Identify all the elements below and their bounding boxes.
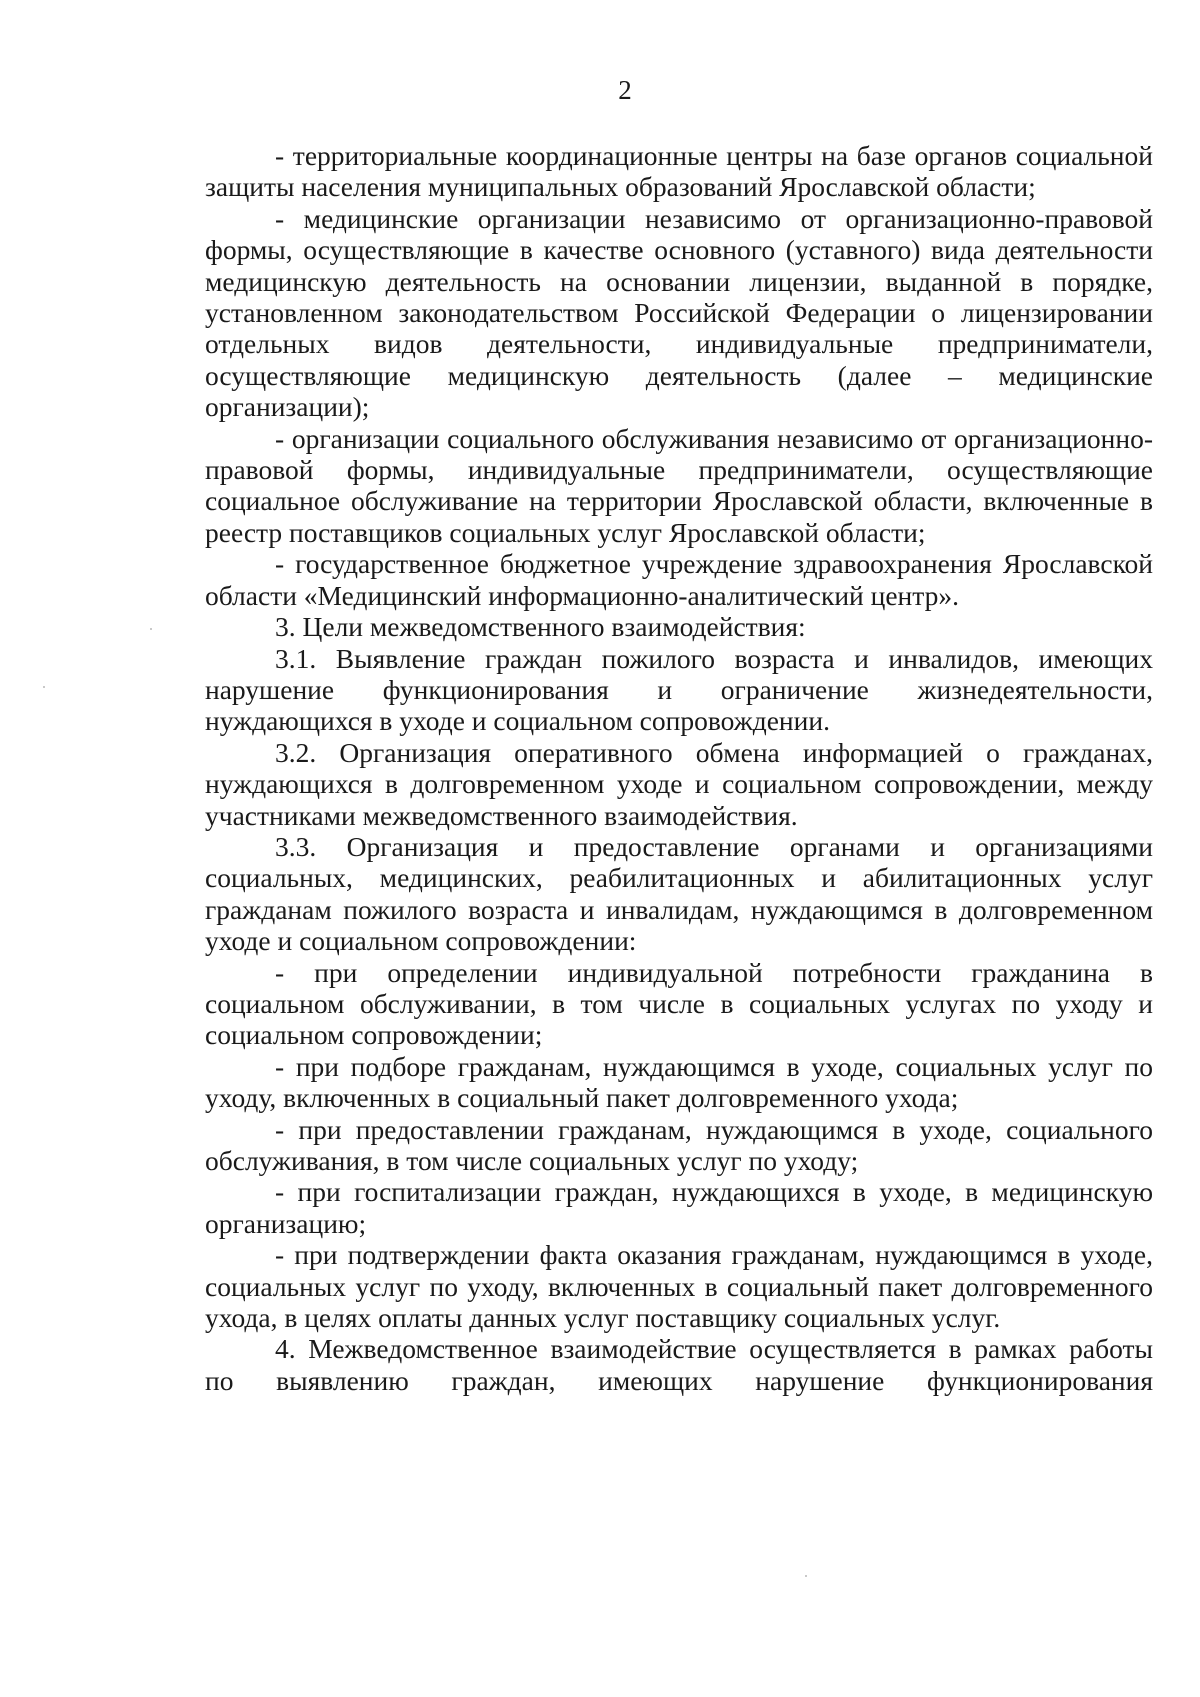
list-item-service-confirmation: - при подтверждении факта оказания гражданам, нуждающимся в уходе, социальных услуг по уходу, включенных в социальный пакет долговременного ухода, в целях оплаты данных услуг поставщику социальных услуг. [205, 1239, 1153, 1334]
paragraph-medical-organizations: - медицинские организации независимо от организационно-правовой формы, осуществляющие в качестве основного (уставного) вида деятельности медицинскую деятельность на основании лицензии, выданной в порядке, установленном законодательством Российской Федерации о лицензировании отдельных видов деятельности, индивидуальные предприниматели, осуществляющие медицинскую деятельность (далее – медицинские организации); [205, 202, 1153, 423]
list-item-service-provision: - при предоставлении гражданам, нуждающимся в уходе, социального обслуживания, в том числе социальных услуг по уходу; [205, 1113, 1153, 1176]
paragraph-territorial-centers: - территориальные координационные центры на базе органов социальной защиты населения муниципальных образований Ярославской области; [205, 140, 1153, 203]
list-item-hospitalization: - при госпитализации граждан, нуждающихся в уходе, в медицинскую организацию; [205, 1176, 1153, 1239]
paragraph-state-institution: - государственное бюджетное учреждение здравоохранения Ярославской области «Медицинский информационно-аналитический центр». [205, 548, 1153, 611]
document-body [205, 140, 1153, 1396]
list-item-service-selection: - при подборе гражданам, нуждающимся в уходе, социальных услуг по уходу, включенных в социальный пакет долговременного ухода; [205, 1050, 1153, 1114]
scan-speck [43, 686, 45, 688]
paragraph-goal-3-3: 3.3. Организация и предоставление органами и организациями социальных, медицинских, реабилитационных и абилитационных услуг гражданам пожилого возраста и инвалидам, нуждающимся в долговременном уходе и социальном сопровождении: [205, 830, 1153, 957]
scan-speck [150, 628, 152, 630]
list-item-need-determination: - при определении индивидуальной потребности гражданина в социальном обслуживании, в том числе в социальных услугах по уходу и социальном сопровождении; [205, 956, 1153, 1051]
paragraph-section-4: 4. Межведомственное взаимодействие осуществляется в рамках работы по выявлению граждан, имеющих нарушение функционирования [205, 1333, 1153, 1396]
scan-speck [805, 1575, 807, 1577]
paragraph-goals-heading: 3. Цели межведомственного взаимодействия: [275, 611, 806, 643]
paragraph-social-service-organizations: - организации социального обслуживания независимо от организационно-правовой формы, индивидуальные предприниматели, осуществляющие социальное обслуживание на территории Ярославской области, включенные в реестр поставщиков социальных услуг Ярославской области; [205, 422, 1153, 548]
paragraph-goal-3-1: 3.1. Выявление граждан пожилого возраста и инвалидов, имеющих нарушение функционирования и ограничение жизнедеятельности, нуждающихся в уходе и социальном сопровождении. [205, 642, 1153, 737]
page-number: 2 [618, 75, 632, 105]
paragraph-goal-3-2: 3.2. Организация оперативного обмена информацией о гражданах, нуждающихся в долговременном уходе и социальном сопровождении, между участниками межведомственного взаимодействия. [205, 736, 1153, 831]
